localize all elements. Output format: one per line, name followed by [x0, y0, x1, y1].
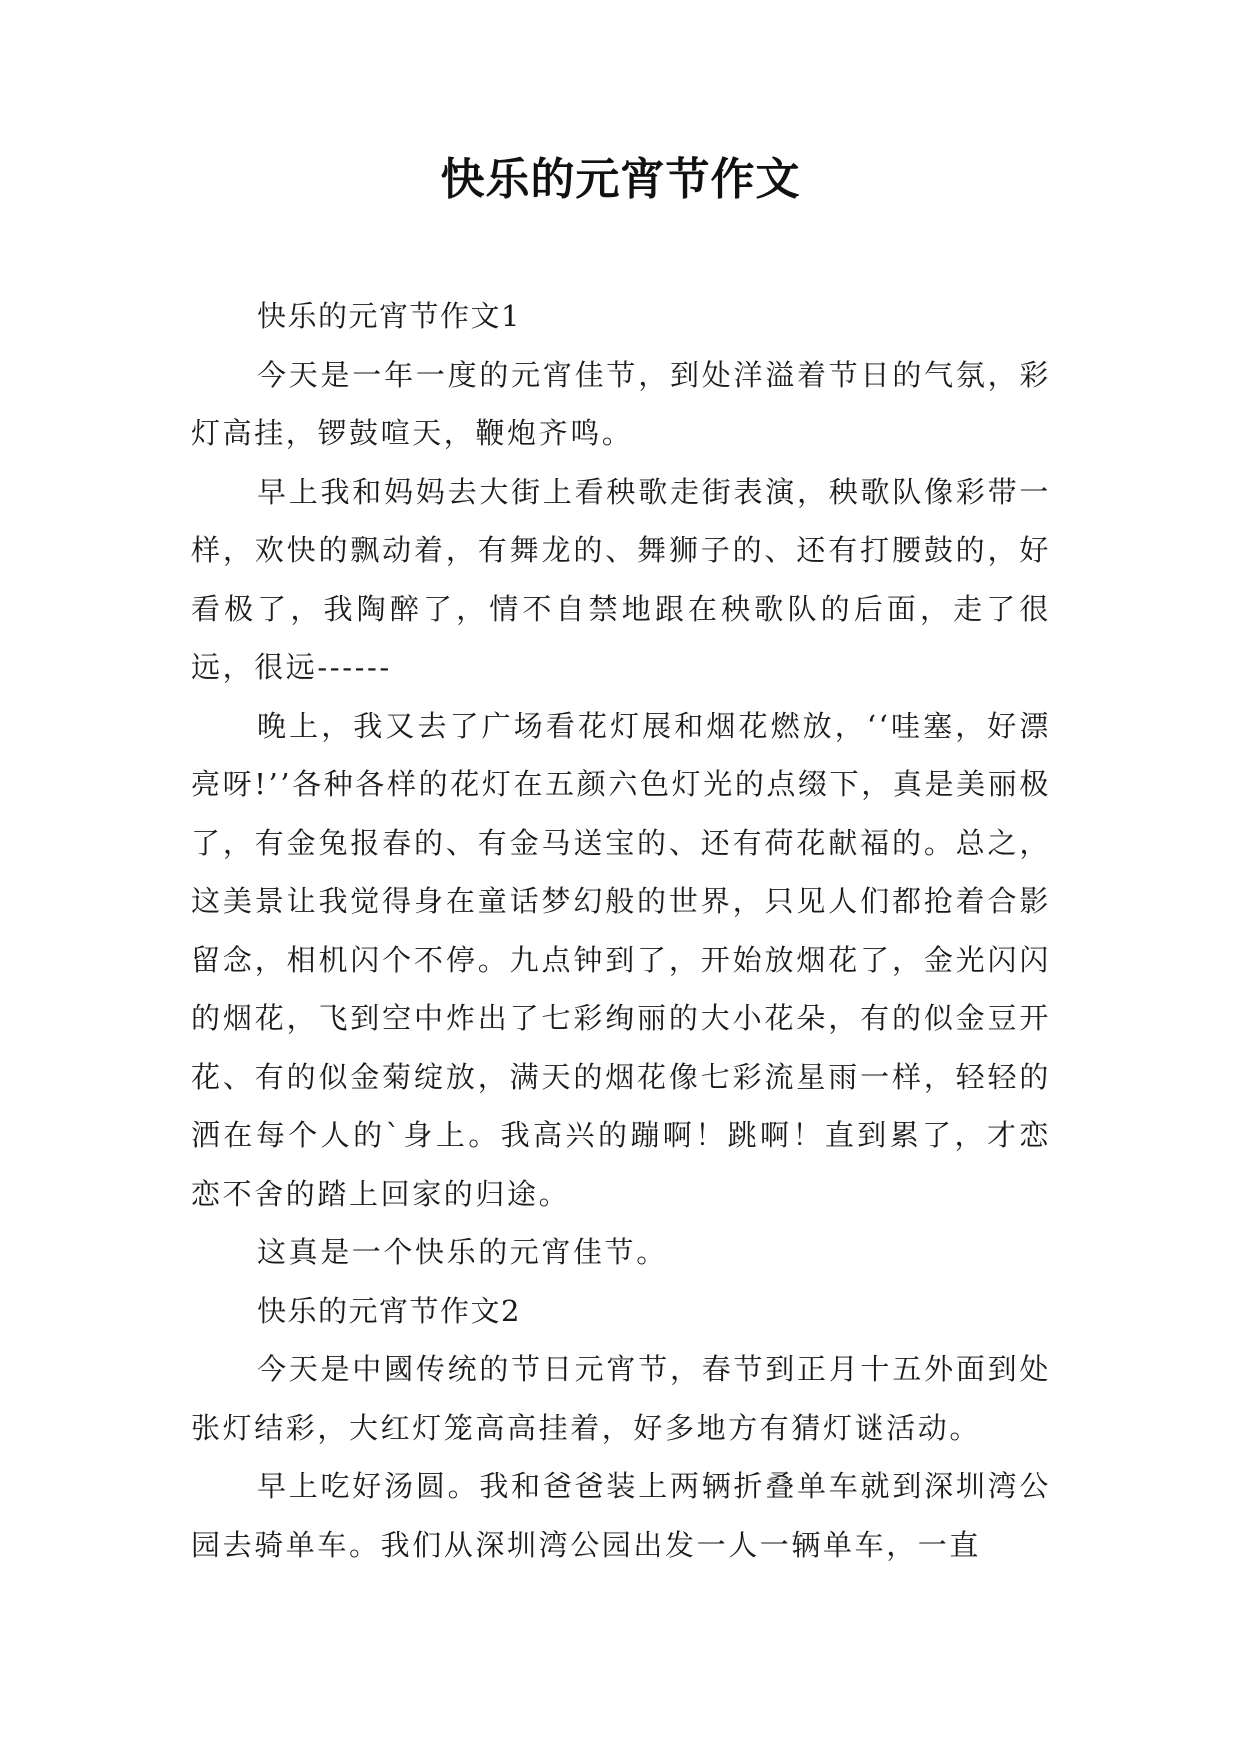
paragraph: 这真是一个快乐的元宵佳节。	[257, 1235, 668, 1269]
section-heading-2: 快乐的元宵节作文2	[257, 1293, 521, 1328]
document-body	[191, 287, 1051, 1574]
document-title: 快乐的元宵节作文	[440, 154, 801, 205]
paragraph: 早上吃好汤圆。我和爸爸装上两辆折叠单车就到深圳湾公园去骑单车。我们从深圳湾公园出发一人一辆单车，一直	[191, 1469, 1051, 1562]
paragraph: 今天是一年一度的元宵佳节，到处洋溢着节日的气氛，彩灯高挂，锣鼓喧天，鞭炮齐鸣。	[191, 357, 1051, 450]
paragraph: 晚上，我又去了广场看花灯展和烟花燃放，‘‘哇塞，好漂亮呀!’’各种各样的花灯在五颜六色灯光的点缀下，真是美丽极了，有金兔报春的、有金马送宝的、还有荷花献福的。总之，这美景让我觉得身在童话梦幻般的世界，只见人们都抢着合影留念，相机闪个不停。九点钟到了，开始放烟花了，金光闪闪的烟花，飞到空中炸出了七彩绚丽的大小花朵，有的似金豆开花、有的似金菊绽放，满天的烟花像七彩流星雨一样，轻轻的洒在每个人的`身上。我高兴的蹦啊！跳啊！直到累了，才恋恋不舍的踏上回家的归途。	[191, 708, 1051, 1211]
section-heading-1: 快乐的元宵节作文1	[257, 299, 521, 333]
paragraph: 早上我和妈妈去大街上看秧歌走街表演，秧歌队像彩带一样，欢快的飘动着，有舞龙的、舞狮子的、还有打腰鼓的，好看极了，我陶醉了，情不自禁地跟在秧歌队的后面，走了很远，很远------	[191, 474, 1051, 684]
paragraph: 今天是中國传统的节日元宵节，春节到正月十五外面到处张灯结彩，大红灯笼高高挂着，好多地方有猜灯谜活动。	[191, 1352, 1051, 1445]
